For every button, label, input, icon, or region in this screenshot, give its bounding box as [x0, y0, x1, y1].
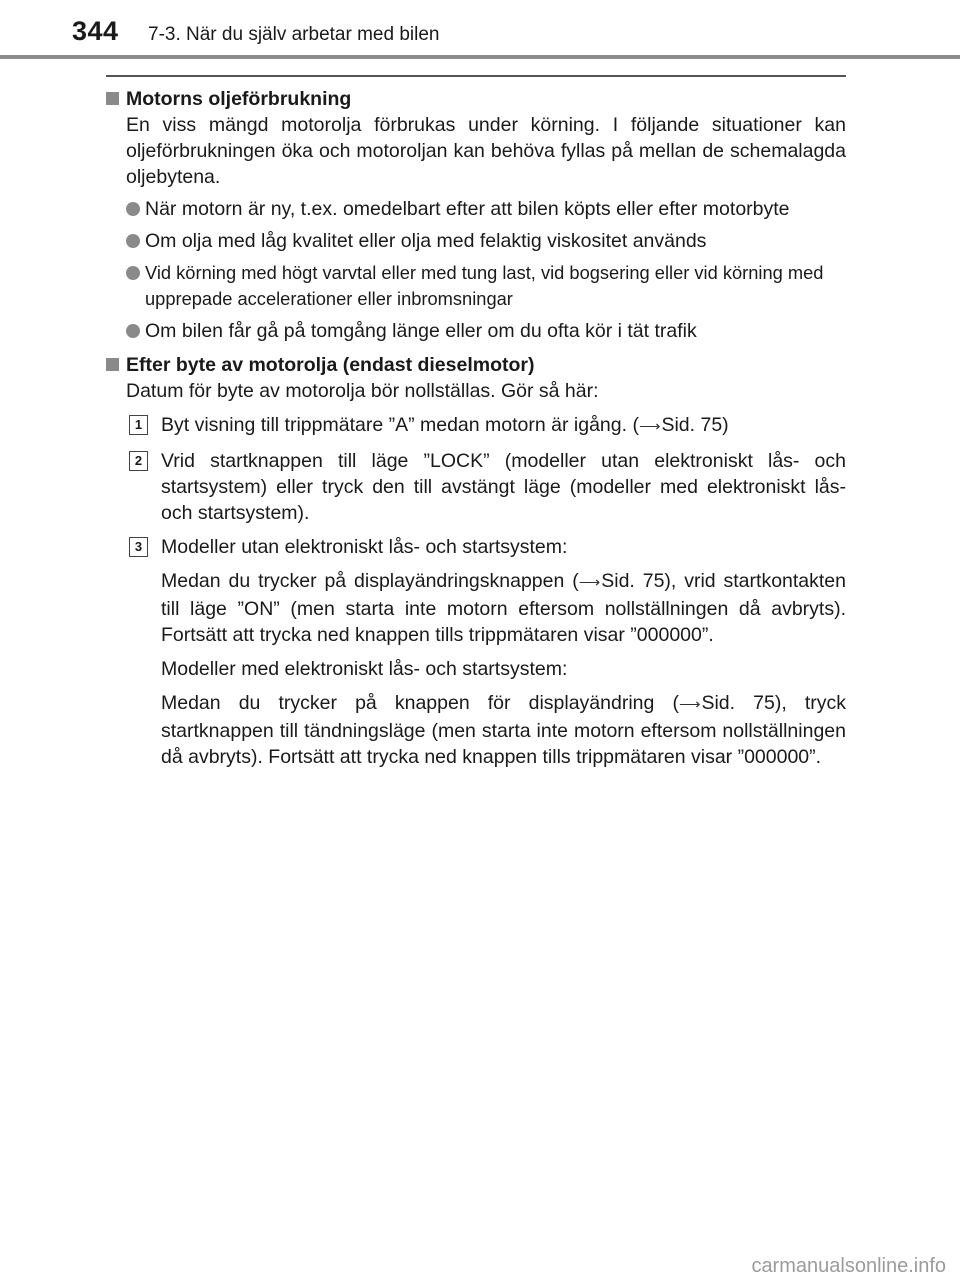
section-heading-oil-change-reset — [106, 352, 846, 378]
round-bullet-icon — [126, 202, 140, 216]
step-text: Sid. 75), tryck startknappen till tändningsläge (men starta inte motorn eftersom nollställningen då avbryts). Fortsätt att trycka ned knappen tills trippmätaren visar ”000000”. — [161, 692, 847, 768]
page-header — [0, 0, 960, 62]
step-3-paragraph-a — [161, 568, 846, 648]
round-bullet-icon — [126, 266, 140, 280]
page-reference-link: Sid. 75) — [661, 414, 729, 436]
section-heading-text: Motorns oljeförbrukning — [126, 88, 352, 110]
list-item-text: När motorn är ny, t.ex. omedelbart efter att bilen köpts eller efter motorbyte — [145, 198, 790, 220]
square-bullet-icon — [106, 92, 119, 105]
step-text: Byt visning till trippmätare ”A” medan motorn är igång. ( — [161, 414, 639, 436]
step-3-paragraph-b — [161, 690, 846, 770]
section-heading-oil-consumption — [106, 86, 846, 112]
step-number-badge: 1 — [129, 415, 148, 435]
list-item-text: Vid körning med högt varvtal eller med tung last, vid bogsering eller vid körning med upprepade accelerationer eller inbromsningar — [145, 262, 824, 309]
square-bullet-icon — [106, 358, 119, 371]
header-divider — [0, 55, 960, 59]
list-item-text: Om bilen får gå på tomgång länge eller om du ofta kör i tät trafik — [145, 320, 697, 342]
page-content — [106, 86, 846, 770]
round-bullet-icon — [126, 324, 140, 338]
content-divider — [106, 75, 846, 77]
section-intro-paragraph: Datum för byte av motorolja bör nollställas. Gör så här: — [126, 380, 599, 402]
list-item — [126, 228, 846, 254]
list-item — [126, 260, 846, 312]
list-item — [126, 196, 846, 222]
step-number-badge: 2 — [129, 451, 148, 471]
step-subtitle: Modeller utan elektroniskt lås- och startsystem: — [161, 536, 568, 558]
step-number-badge: 3 — [129, 537, 148, 557]
step-3 — [134, 534, 846, 560]
step-subtitle: Modeller med elektroniskt lås- och startsystem: — [161, 658, 568, 680]
step-text: Medan du trycker på displayändringsknappen ( — [161, 570, 579, 592]
list-item — [126, 318, 846, 344]
chapter-title: 7-3. När du själv arbetar med bilen — [148, 24, 440, 45]
step-text: Sid. 75), vrid startkontakten till läge ”ON” (men starta inte motorn eftersom nollställningen då avbryts). Fortsätt att trycka ned knappen tills trippmätaren visar ”000000”. — [161, 570, 846, 646]
watermark: carmanualsonline.info — [751, 1255, 946, 1277]
round-bullet-icon — [126, 234, 140, 248]
section-intro-paragraph: En viss mängd motorolja förbrukas under körning. I följande situationer kan oljeförbrukningen öka och motoroljan kan behöva fyllas på mellan de schemalagda oljebytena. — [126, 114, 846, 188]
page-number: 344 — [72, 16, 119, 46]
step-1 — [134, 412, 846, 440]
step-text: Vrid startknappen till läge ”LOCK” (modeller utan elektroniskt lås- och startsystem) eller tryck den till avstängt läge (modeller med elektroniskt lås- och startsystem). — [161, 450, 846, 524]
step-text: Medan du trycker på knappen för displayändring ( — [161, 692, 679, 714]
list-item-text: Om olja med låg kvalitet eller olja med felaktig viskositet används — [145, 230, 707, 252]
step-2 — [134, 448, 846, 526]
arrow-right-icon: ⟶ — [578, 574, 601, 591]
arrow-right-icon: ⟶ — [678, 696, 701, 713]
arrow-right-icon: ⟶ — [638, 418, 661, 435]
section-heading-text: Efter byte av motorolja (endast dieselmotor) — [126, 354, 535, 376]
